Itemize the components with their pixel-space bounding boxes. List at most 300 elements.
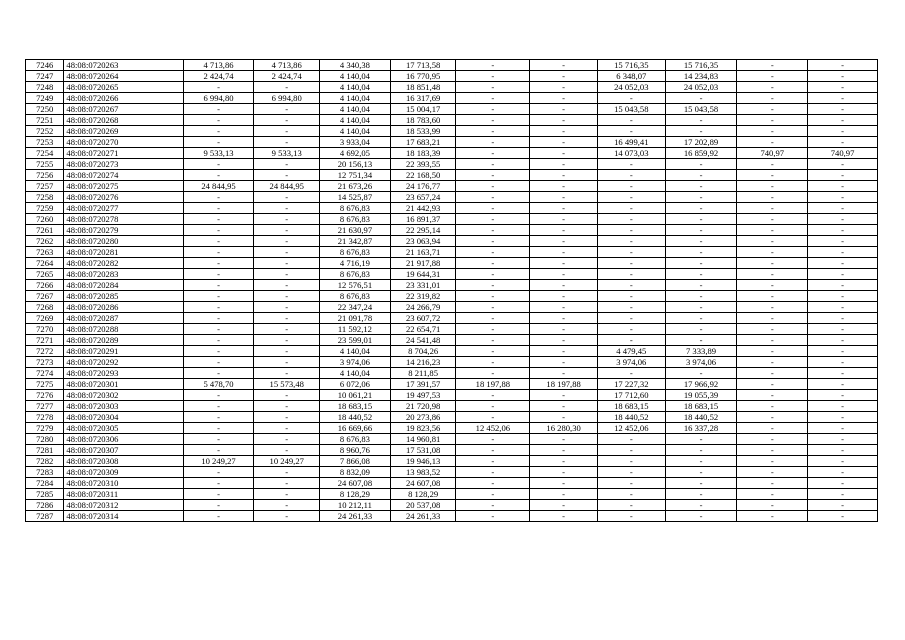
value-col-12-cell: -	[808, 401, 878, 412]
value-col-12-cell: -	[808, 302, 878, 313]
cadastral-number-cell: 48:08:0720263	[64, 60, 183, 71]
value-col-12-cell: -	[808, 192, 878, 203]
value-col-8-cell: 18 197,88	[530, 379, 598, 390]
table-row	[26, 412, 878, 423]
value-col-11-cell: -	[737, 390, 808, 401]
value-col-7-cell: -	[456, 104, 530, 115]
value-col-5-cell: 22 347,24	[320, 302, 391, 313]
value-col-11-cell: -	[737, 258, 808, 269]
row-number-cell: 7287	[26, 511, 64, 522]
value-col-3-cell: -	[183, 203, 254, 214]
row-number-cell: 7266	[26, 280, 64, 291]
value-col-9-cell: -	[597, 511, 665, 522]
value-col-10-cell: -	[665, 445, 737, 456]
row-number-cell: 7275	[26, 379, 64, 390]
value-col-4-cell: -	[254, 368, 320, 379]
value-col-11-cell: -	[737, 269, 808, 280]
table-row	[26, 104, 878, 115]
value-col-3-cell: -	[183, 269, 254, 280]
value-col-12-cell: -	[808, 434, 878, 445]
value-col-11-cell: -	[737, 71, 808, 82]
value-col-8-cell: -	[530, 203, 598, 214]
cadastral-number-cell: 48:08:0720302	[64, 390, 183, 401]
row-number-cell: 7281	[26, 445, 64, 456]
value-col-7-cell: 18 197,88	[456, 379, 530, 390]
value-col-4-cell: 2 424,74	[254, 71, 320, 82]
value-col-5-cell: 10 212,11	[320, 500, 391, 511]
cadastral-number-cell: 48:08:0720289	[64, 335, 183, 346]
table-row	[26, 357, 878, 368]
value-col-4-cell: -	[254, 445, 320, 456]
value-col-9-cell: 16 499,41	[597, 137, 665, 148]
value-col-3-cell: -	[183, 401, 254, 412]
value-col-9-cell: -	[597, 280, 665, 291]
value-col-8-cell: -	[530, 335, 598, 346]
value-col-7-cell: -	[456, 302, 530, 313]
value-col-3-cell: -	[183, 225, 254, 236]
value-col-4-cell: 15 573,48	[254, 379, 320, 390]
value-col-9-cell: -	[597, 456, 665, 467]
value-col-9-cell: -	[597, 225, 665, 236]
value-col-8-cell: -	[530, 390, 598, 401]
value-col-10-cell: 15 716,35	[665, 60, 737, 71]
value-col-12-cell: -	[808, 225, 878, 236]
value-col-7-cell: -	[456, 203, 530, 214]
value-col-8-cell: -	[530, 291, 598, 302]
value-col-11-cell: -	[737, 93, 808, 104]
value-col-8-cell: -	[530, 104, 598, 115]
value-col-3-cell: -	[183, 192, 254, 203]
cadastral-value-table	[25, 59, 878, 522]
row-number-cell: 7283	[26, 467, 64, 478]
value-col-12-cell: -	[808, 159, 878, 170]
value-col-11-cell: -	[737, 313, 808, 324]
value-col-5-cell: 14 525,87	[320, 192, 391, 203]
value-col-8-cell: -	[530, 159, 598, 170]
value-col-6-cell: 15 004,17	[390, 104, 456, 115]
value-col-5-cell: 21 342,87	[320, 236, 391, 247]
value-col-10-cell: -	[665, 291, 737, 302]
value-col-10-cell: -	[665, 456, 737, 467]
table-row	[26, 368, 878, 379]
row-number-cell: 7253	[26, 137, 64, 148]
value-col-4-cell: -	[254, 434, 320, 445]
table-row	[26, 280, 878, 291]
value-col-5-cell: 21 673,26	[320, 181, 391, 192]
value-col-6-cell: 23 607,72	[390, 313, 456, 324]
value-col-11-cell: -	[737, 467, 808, 478]
table-row	[26, 192, 878, 203]
value-col-6-cell: 23 657,24	[390, 192, 456, 203]
value-col-9-cell: 18 683,15	[597, 401, 665, 412]
value-col-11-cell: -	[737, 236, 808, 247]
value-col-12-cell: -	[808, 269, 878, 280]
row-number-cell: 7258	[26, 192, 64, 203]
value-col-11-cell: -	[737, 445, 808, 456]
value-col-5-cell: 21 630,97	[320, 225, 391, 236]
value-col-4-cell: -	[254, 467, 320, 478]
value-col-4-cell: 10 249,27	[254, 456, 320, 467]
value-col-4-cell: -	[254, 511, 320, 522]
value-col-3-cell: -	[183, 313, 254, 324]
value-col-8-cell: -	[530, 247, 598, 258]
value-col-3-cell: -	[183, 445, 254, 456]
value-col-12-cell: -	[808, 291, 878, 302]
cadastral-number-cell: 48:08:0720268	[64, 115, 183, 126]
value-col-6-cell: 17 391,57	[390, 379, 456, 390]
value-col-12-cell: -	[808, 390, 878, 401]
value-col-6-cell: 14 960,81	[390, 434, 456, 445]
value-col-8-cell: -	[530, 269, 598, 280]
value-col-11-cell: -	[737, 104, 808, 115]
value-col-9-cell: -	[597, 335, 665, 346]
value-col-6-cell: 16 317,69	[390, 93, 456, 104]
cadastral-number-cell: 48:08:0720282	[64, 258, 183, 269]
value-col-6-cell: 20 273,86	[390, 412, 456, 423]
value-col-9-cell: -	[597, 445, 665, 456]
row-number-cell: 7273	[26, 357, 64, 368]
row-number-cell: 7257	[26, 181, 64, 192]
value-col-8-cell: -	[530, 302, 598, 313]
value-col-12-cell: -	[808, 214, 878, 225]
value-col-12-cell: -	[808, 511, 878, 522]
value-col-10-cell: -	[665, 236, 737, 247]
value-col-4-cell: -	[254, 192, 320, 203]
row-number-cell: 7274	[26, 368, 64, 379]
table-row	[26, 60, 878, 71]
value-col-10-cell: -	[665, 302, 737, 313]
value-col-6-cell: 17 531,08	[390, 445, 456, 456]
cadastral-number-cell: 48:08:0720311	[64, 489, 183, 500]
value-col-10-cell: -	[665, 280, 737, 291]
value-col-9-cell: 17 712,60	[597, 390, 665, 401]
table-row	[26, 137, 878, 148]
value-col-4-cell: -	[254, 401, 320, 412]
value-col-5-cell: 4 140,04	[320, 82, 391, 93]
value-col-10-cell: -	[665, 203, 737, 214]
table-row	[26, 214, 878, 225]
value-col-11-cell: -	[737, 192, 808, 203]
row-number-cell: 7272	[26, 346, 64, 357]
value-col-3-cell: -	[183, 137, 254, 148]
value-col-3-cell: -	[183, 346, 254, 357]
value-col-5-cell: 4 140,04	[320, 368, 391, 379]
value-col-11-cell: -	[737, 423, 808, 434]
value-col-12-cell: -	[808, 423, 878, 434]
value-col-5-cell: 24 607,08	[320, 478, 391, 489]
table-body	[26, 60, 878, 522]
value-col-4-cell: -	[254, 390, 320, 401]
value-col-3-cell: -	[183, 280, 254, 291]
value-col-3-cell: -	[183, 368, 254, 379]
value-col-12-cell: -	[808, 379, 878, 390]
value-col-3-cell: -	[183, 478, 254, 489]
cadastral-number-cell: 48:08:0720266	[64, 93, 183, 104]
value-col-3-cell: 6 994,80	[183, 93, 254, 104]
value-col-3-cell: -	[183, 412, 254, 423]
value-col-8-cell: -	[530, 346, 598, 357]
value-col-4-cell: -	[254, 247, 320, 258]
value-col-5-cell: 11 592,12	[320, 324, 391, 335]
value-col-5-cell: 8 676,83	[320, 247, 391, 258]
row-number-cell: 7267	[26, 291, 64, 302]
value-col-5-cell: 6 072,06	[320, 379, 391, 390]
value-col-7-cell: -	[456, 247, 530, 258]
value-col-5-cell: 8 676,83	[320, 291, 391, 302]
value-col-9-cell: -	[597, 258, 665, 269]
table-row	[26, 126, 878, 137]
value-col-12-cell: -	[808, 335, 878, 346]
value-col-9-cell: 18 440,52	[597, 412, 665, 423]
value-col-5-cell: 4 140,04	[320, 104, 391, 115]
value-col-4-cell: -	[254, 357, 320, 368]
value-col-11-cell: -	[737, 291, 808, 302]
value-col-8-cell: -	[530, 478, 598, 489]
value-col-10-cell: 24 052,03	[665, 82, 737, 93]
cadastral-number-cell: 48:08:0720267	[64, 104, 183, 115]
value-col-12-cell: -	[808, 236, 878, 247]
value-col-5-cell: 4 716,19	[320, 258, 391, 269]
row-number-cell: 7264	[26, 258, 64, 269]
value-col-11-cell: -	[737, 247, 808, 258]
value-col-3-cell: 4 713,86	[183, 60, 254, 71]
value-col-3-cell: -	[183, 423, 254, 434]
value-col-4-cell: -	[254, 258, 320, 269]
value-col-10-cell: -	[665, 269, 737, 280]
value-col-10-cell: 7 333,89	[665, 346, 737, 357]
row-number-cell: 7252	[26, 126, 64, 137]
value-col-11-cell: -	[737, 368, 808, 379]
value-col-6-cell: 8 211,85	[390, 368, 456, 379]
value-col-5-cell: 4 692,05	[320, 148, 391, 159]
row-number-cell: 7277	[26, 401, 64, 412]
cadastral-number-cell: 48:08:0720304	[64, 412, 183, 423]
value-col-4-cell: -	[254, 214, 320, 225]
value-col-9-cell: 4 479,45	[597, 346, 665, 357]
value-col-12-cell: -	[808, 82, 878, 93]
value-col-6-cell: 18 183,39	[390, 148, 456, 159]
cadastral-number-cell: 48:08:0720270	[64, 137, 183, 148]
value-col-9-cell: -	[597, 93, 665, 104]
value-col-8-cell: -	[530, 500, 598, 511]
value-col-6-cell: 18 783,60	[390, 115, 456, 126]
cadastral-number-cell: 48:08:0720310	[64, 478, 183, 489]
value-col-5-cell: 12 751,34	[320, 170, 391, 181]
value-col-5-cell: 4 140,04	[320, 93, 391, 104]
value-col-3-cell: -	[183, 82, 254, 93]
value-col-11-cell: -	[737, 324, 808, 335]
value-col-12-cell: -	[808, 247, 878, 258]
value-col-3-cell: -	[183, 170, 254, 181]
value-col-11-cell: -	[737, 82, 808, 93]
cadastral-number-cell: 48:08:0720265	[64, 82, 183, 93]
value-col-10-cell: -	[665, 247, 737, 258]
value-col-5-cell: 8 676,83	[320, 434, 391, 445]
value-col-8-cell: -	[530, 357, 598, 368]
value-col-6-cell: 21 720,98	[390, 401, 456, 412]
cadastral-number-cell: 48:08:0720278	[64, 214, 183, 225]
value-col-11-cell: -	[737, 379, 808, 390]
value-col-12-cell: -	[808, 170, 878, 181]
table-row	[26, 434, 878, 445]
row-number-cell: 7250	[26, 104, 64, 115]
value-col-10-cell: 19 055,39	[665, 390, 737, 401]
value-col-3-cell: -	[183, 324, 254, 335]
value-col-10-cell: -	[665, 478, 737, 489]
value-col-4-cell: 9 533,13	[254, 148, 320, 159]
value-col-11-cell: -	[737, 170, 808, 181]
table-row	[26, 390, 878, 401]
value-col-4-cell: 6 994,80	[254, 93, 320, 104]
value-col-9-cell: 24 052,03	[597, 82, 665, 93]
value-col-7-cell: -	[456, 412, 530, 423]
value-col-10-cell: -	[665, 258, 737, 269]
value-col-4-cell: -	[254, 489, 320, 500]
table-row	[26, 478, 878, 489]
value-col-8-cell: -	[530, 93, 598, 104]
value-col-5-cell: 20 156,13	[320, 159, 391, 170]
value-col-3-cell: -	[183, 115, 254, 126]
value-col-7-cell: -	[456, 291, 530, 302]
value-col-12-cell: -	[808, 258, 878, 269]
value-col-4-cell: -	[254, 225, 320, 236]
table-row	[26, 335, 878, 346]
value-col-6-cell: 24 266,79	[390, 302, 456, 313]
value-col-7-cell: -	[456, 467, 530, 478]
value-col-5-cell: 4 140,04	[320, 71, 391, 82]
value-col-5-cell: 4 140,04	[320, 346, 391, 357]
row-number-cell: 7268	[26, 302, 64, 313]
value-col-9-cell: -	[597, 170, 665, 181]
row-number-cell: 7265	[26, 269, 64, 280]
table-row	[26, 445, 878, 456]
value-col-9-cell: -	[597, 291, 665, 302]
table-row	[26, 115, 878, 126]
cadastral-number-cell: 48:08:0720279	[64, 225, 183, 236]
value-col-9-cell: -	[597, 115, 665, 126]
value-col-7-cell: -	[456, 346, 530, 357]
value-col-9-cell: -	[597, 269, 665, 280]
value-col-6-cell: 22 654,71	[390, 324, 456, 335]
value-col-4-cell: -	[254, 313, 320, 324]
value-col-8-cell: -	[530, 511, 598, 522]
value-col-9-cell: -	[597, 368, 665, 379]
value-col-3-cell: 24 844,95	[183, 181, 254, 192]
value-col-9-cell: -	[597, 478, 665, 489]
value-col-10-cell: -	[665, 467, 737, 478]
row-number-cell: 7261	[26, 225, 64, 236]
value-col-8-cell: -	[530, 280, 598, 291]
value-col-12-cell: -	[808, 445, 878, 456]
value-col-3-cell: -	[183, 467, 254, 478]
value-col-9-cell: -	[597, 236, 665, 247]
value-col-10-cell: 15 043,58	[665, 104, 737, 115]
cadastral-number-cell: 48:08:0720273	[64, 159, 183, 170]
value-col-3-cell: -	[183, 489, 254, 500]
value-col-4-cell: -	[254, 170, 320, 181]
value-col-7-cell: -	[456, 170, 530, 181]
row-number-cell: 7280	[26, 434, 64, 445]
value-col-10-cell: 17 202,89	[665, 137, 737, 148]
cadastral-number-cell: 48:08:0720274	[64, 170, 183, 181]
value-col-6-cell: 20 537,08	[390, 500, 456, 511]
value-col-8-cell: -	[530, 71, 598, 82]
row-number-cell: 7270	[26, 324, 64, 335]
row-number-cell: 7256	[26, 170, 64, 181]
value-col-6-cell: 19 644,31	[390, 269, 456, 280]
value-col-7-cell: -	[456, 192, 530, 203]
value-col-7-cell: -	[456, 258, 530, 269]
value-col-8-cell: -	[530, 456, 598, 467]
table-row	[26, 269, 878, 280]
value-col-8-cell: -	[530, 214, 598, 225]
table-row	[26, 247, 878, 258]
value-col-6-cell: 23 063,94	[390, 236, 456, 247]
value-col-3-cell: -	[183, 104, 254, 115]
value-col-12-cell: -	[808, 60, 878, 71]
cadastral-number-cell: 48:08:0720292	[64, 357, 183, 368]
table-row	[26, 181, 878, 192]
cadastral-number-cell: 48:08:0720269	[64, 126, 183, 137]
value-col-7-cell: -	[456, 214, 530, 225]
value-col-8-cell: -	[530, 412, 598, 423]
value-col-10-cell: 3 974,06	[665, 357, 737, 368]
table-row	[26, 93, 878, 104]
value-col-6-cell: 18 851,48	[390, 82, 456, 93]
value-col-8-cell: -	[530, 170, 598, 181]
value-col-8-cell: -	[530, 445, 598, 456]
value-col-10-cell: -	[665, 115, 737, 126]
cadastral-number-cell: 48:08:0720285	[64, 291, 183, 302]
value-col-12-cell: -	[808, 115, 878, 126]
cadastral-number-cell: 48:08:0720283	[64, 269, 183, 280]
row-number-cell: 7279	[26, 423, 64, 434]
value-col-11-cell: -	[737, 115, 808, 126]
value-col-8-cell: -	[530, 489, 598, 500]
cadastral-number-cell: 48:08:0720271	[64, 148, 183, 159]
table-row	[26, 258, 878, 269]
value-col-7-cell: -	[456, 82, 530, 93]
value-col-7-cell: -	[456, 456, 530, 467]
value-col-8-cell: -	[530, 82, 598, 93]
value-col-12-cell: -	[808, 456, 878, 467]
value-col-9-cell: -	[597, 313, 665, 324]
value-col-11-cell: -	[737, 225, 808, 236]
value-col-4-cell: -	[254, 159, 320, 170]
value-col-4-cell: -	[254, 324, 320, 335]
value-col-12-cell: -	[808, 71, 878, 82]
value-col-5-cell: 21 091,78	[320, 313, 391, 324]
value-col-5-cell: 8 128,29	[320, 489, 391, 500]
value-col-9-cell: -	[597, 489, 665, 500]
value-col-7-cell: -	[456, 390, 530, 401]
value-col-12-cell: -	[808, 280, 878, 291]
value-col-3-cell: -	[183, 126, 254, 137]
value-col-12-cell: -	[808, 324, 878, 335]
row-number-cell: 7251	[26, 115, 64, 126]
value-col-6-cell: 19 497,53	[390, 390, 456, 401]
value-col-5-cell: 3 933,04	[320, 137, 391, 148]
row-number-cell: 7278	[26, 412, 64, 423]
value-col-8-cell: -	[530, 192, 598, 203]
value-col-6-cell: 21 917,88	[390, 258, 456, 269]
table-row	[26, 159, 878, 170]
value-col-9-cell: 15 716,35	[597, 60, 665, 71]
cadastral-number-cell: 48:08:0720277	[64, 203, 183, 214]
value-col-7-cell: -	[456, 368, 530, 379]
value-col-6-cell: 22 319,82	[390, 291, 456, 302]
value-col-6-cell: 21 442,93	[390, 203, 456, 214]
